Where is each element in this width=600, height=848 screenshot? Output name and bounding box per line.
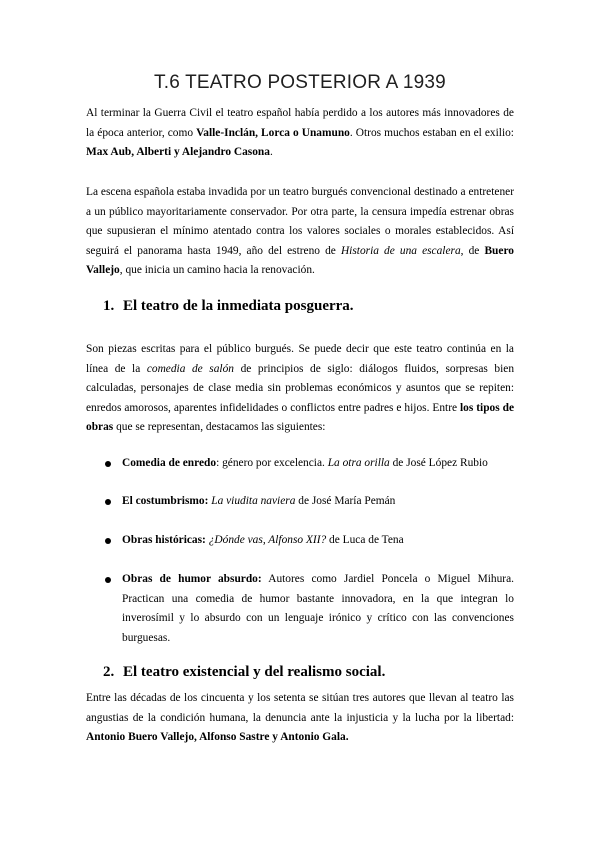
list-item (122, 531, 514, 551)
bullet-icon (105, 461, 111, 467)
item-label: Obras de humor absurdo: (122, 573, 262, 585)
author-names: Antonio Buero Vallejo, Alfonso Sastre y Antonio Gala. (86, 731, 349, 744)
text-run: Son piezas escritas para el público burgués. Se puede decir que este teatro continúa en la línea de la (86, 343, 514, 375)
text-run: Autores como Jardiel Poncela o Miguel Mihura. Practican una comedia de humor bastante innovadora, en la que integran lo inverosímil y lo absurdo con un lenguaje irónico y crítico con las convenciones burguesas. (122, 573, 514, 644)
intro-paragraph-1 (86, 104, 514, 163)
item-label: Obras históricas: (122, 534, 206, 546)
bullet-icon (105, 538, 111, 544)
genre-term: comedia de salón (146, 362, 234, 375)
text-run: Entre las décadas de los cincuenta y los setenta se sitúan tres autores que llevan al teatro las angustias de la condición humana, la denuncia ante la injusticia y la lucha por la libertad: (86, 692, 514, 724)
text-run: de principios de siglo: diálogos fluidos, sorpresas bien calculadas, personajes de clase media sin problemas económicos y asuntos que se repiten: enredos amorosos, aparentes infidelidades o conflictos entre padres e hijos. Entre (86, 362, 515, 414)
bullet-icon (105, 499, 111, 505)
text-run: de Luca de Tena (326, 534, 404, 546)
section-1-paragraph (86, 340, 514, 438)
author-name: Buero Vallejo (86, 244, 514, 277)
list-item (122, 570, 514, 648)
work-title: Historia de una escalera (340, 244, 461, 257)
item-label: Comedia de enredo (122, 457, 217, 469)
text-run: . Otros muchos estaban en el exilio: (349, 126, 514, 139)
item-label: El costumbrismo: (122, 495, 209, 507)
intro-paragraph-2 (86, 183, 514, 281)
text-run: : género por excelencia. (216, 457, 328, 469)
work-title: La viudita naviera (211, 495, 296, 507)
text-run: que se representan, destacamos las siguientes: (113, 421, 326, 434)
text-run: , que inicia un camino hacia la renovación. (119, 264, 315, 277)
section-2-heading (103, 664, 523, 681)
text-run: , de (460, 244, 485, 257)
section-heading-text: El teatro de la inmediata posguerra. (123, 298, 354, 314)
exiled-author-names: Max Aub, Alberti y Alejandro Casona (86, 146, 270, 159)
author-names: Valle-Inclán, Lorca o Unamuno (196, 126, 350, 139)
section-1-heading (103, 298, 523, 315)
text-run: de José López Rubio (389, 457, 488, 469)
bullet-icon (105, 577, 111, 583)
section-number: 1. (103, 298, 115, 314)
work-title: La otra orilla (327, 457, 390, 469)
list-item (122, 492, 514, 512)
work-title: ¿Dónde vas, Alfonso XII? (208, 534, 327, 546)
text-run: . (269, 146, 273, 159)
section-heading-text: El teatro existencial y del realismo social. (123, 664, 386, 680)
list-item (122, 454, 514, 474)
section-number: 2. (103, 664, 115, 680)
text-run: Al terminar la Guerra Civil el teatro español había perdido a los autores más innovadores de la época anterior, como (86, 107, 514, 139)
document-title: T.6 TEATRO POSTERIOR A 1939 (154, 72, 446, 93)
emphasis-term: los tipos de obras (86, 401, 514, 434)
section-2-paragraph (86, 689, 514, 748)
text-run: de José María Pemán (295, 495, 396, 507)
text-run: La escena española estaba invadida por un teatro burgués convencional destinado a entretener a un público mayoritariamente conservador. Por otra parte, la censura impedía estrenar obras que supusieran el mínimo atentado contra los valores sociales o morales establecidos. Así seguirá el panorama hasta 1949, año del estreno de (86, 186, 514, 257)
